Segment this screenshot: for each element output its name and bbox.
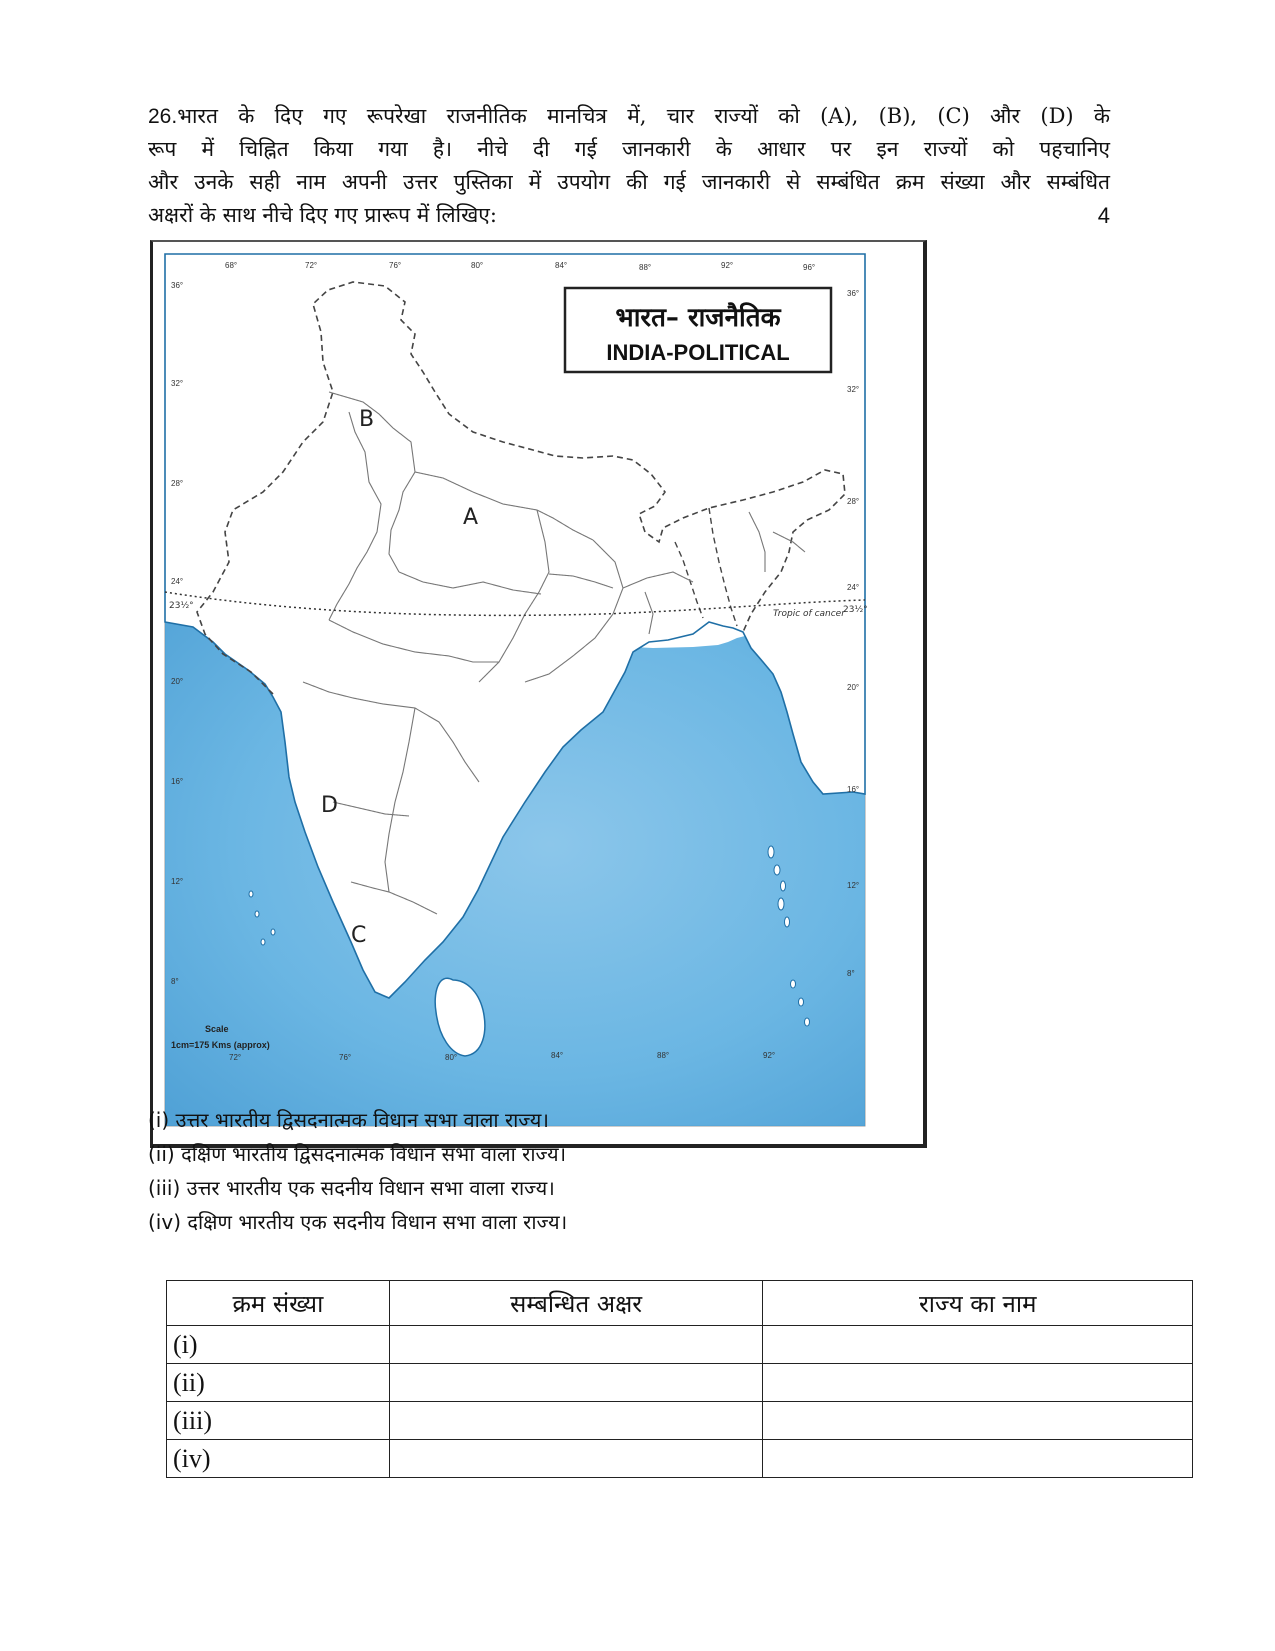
table-row (167, 1402, 1193, 1440)
lon-bottom-76: 76° (339, 1053, 352, 1062)
lat-right-20: 20° (847, 683, 860, 692)
row-number: (ii) (167, 1364, 390, 1402)
tropic-lat-right: 23½° (843, 605, 868, 615)
lon-bottom-88: 88° (657, 1051, 670, 1060)
letter-cell[interactable] (389, 1326, 763, 1364)
scale-text: 1cm=175 Kms (approx) (171, 1040, 270, 1050)
tropic-lat-left: 23½° (169, 601, 194, 611)
clue-4: (iv) दक्षिण भारतीय एक सदनीय विधान सभा वाला राज्य। (148, 1210, 568, 1234)
question-line-2: रूप में चिह्नित किया गया है। नीचे दी गई जानकारी के आधार पर इन राज्यों को पहचानिए (148, 137, 1110, 161)
question-line-1: 26.भारत के दिए गए रूपरेखा राजनीतिक मानचित्र में, चार राज्यों को (A), (B), (C) और (D) के (148, 104, 1110, 128)
lon-bottom-92: 92° (763, 1051, 776, 1060)
lat-right-24: 24° (847, 583, 860, 592)
india-political-map (150, 240, 927, 1148)
lat-left-12: 12° (171, 877, 184, 886)
state-label-a: A (463, 505, 479, 530)
lat-right-36: 36° (847, 289, 860, 298)
lon-top-84: 84° (555, 261, 568, 270)
map-title-hindi: भारत– राजनैतिक (615, 303, 781, 333)
lon-top-76: 76° (389, 261, 402, 270)
map-svg (153, 242, 923, 1144)
lat-left-16: 16° (171, 777, 184, 786)
question-line-3: और उनके सही नाम अपनी उत्तर पुस्तिका में उपयोग की गई जानकारी से सम्बंधित क्रम संख्या और सम्बंधित (148, 170, 1110, 194)
state-label-c: C (351, 923, 367, 948)
lat-left-24: 24° (171, 577, 184, 586)
question-number: 26. (148, 105, 178, 128)
row-number: (iii) (167, 1402, 390, 1440)
lat-right-16: 16° (847, 785, 860, 794)
clue-1: (i) उत्तर भारतीय द्विसदनात्मक विधान सभा वाला राज्य। (148, 1108, 549, 1132)
lat-left-20: 20° (171, 677, 184, 686)
table-row (167, 1364, 1193, 1402)
scale-label: Scale (205, 1024, 229, 1034)
answer-table (166, 1280, 1193, 1478)
table-header-row (167, 1281, 1193, 1326)
state-name-cell[interactable] (763, 1326, 1193, 1364)
lat-right-28: 28° (847, 497, 860, 506)
lon-top-72: 72° (305, 261, 318, 270)
marks: 4 (1097, 203, 1110, 228)
header-related-letter: सम्बन्धित अक्षर (389, 1281, 763, 1326)
lon-bottom-80: 80° (445, 1053, 458, 1062)
map-title-english: INDIA-POLITICAL (606, 340, 790, 365)
lon-top-96: 96° (803, 263, 816, 272)
state-label-d: D (321, 793, 338, 818)
table-row (167, 1326, 1193, 1364)
state-name-cell[interactable] (763, 1364, 1193, 1402)
state-label-b: B (359, 407, 375, 432)
row-number: (i) (167, 1326, 390, 1364)
question-block (148, 100, 1110, 232)
question-line-4: अक्षरों के साथ नीचे दिए गए प्रारूप में लिखिए: 4 (148, 199, 1110, 232)
header-serial-number: क्रम संख्या (167, 1281, 390, 1326)
state-name-cell[interactable] (763, 1440, 1193, 1478)
clue-3: (iii) उत्तर भारतीय एक सदनीय विधान सभा वाला राज्य। (148, 1176, 555, 1200)
lat-left-28: 28° (171, 479, 184, 488)
lat-right-8: 8° (847, 969, 855, 978)
lon-top-92: 92° (721, 261, 734, 270)
clue-2: (ii) दक्षिण भारतीय द्विसदनात्मक विधान सभा वाला राज्य। (148, 1142, 567, 1166)
letter-cell[interactable] (389, 1440, 763, 1478)
lat-right-12: 12° (847, 881, 860, 890)
tropic-label: Tropic of cancer (773, 609, 845, 619)
lon-bottom-84: 84° (551, 1051, 564, 1060)
lon-top-88: 88° (639, 263, 652, 272)
letter-cell[interactable] (389, 1402, 763, 1440)
header-state-name: राज्य का नाम (763, 1281, 1193, 1326)
lon-bottom-72: 72° (229, 1053, 242, 1062)
lat-left-8: 8° (171, 977, 179, 986)
lon-top-68: 68° (225, 261, 238, 270)
lat-left-32: 32° (171, 379, 184, 388)
table-row (167, 1440, 1193, 1478)
lat-right-32: 32° (847, 385, 860, 394)
lon-top-80: 80° (471, 261, 484, 270)
state-name-cell[interactable] (763, 1402, 1193, 1440)
letter-cell[interactable] (389, 1364, 763, 1402)
row-number: (iv) (167, 1440, 390, 1478)
lat-left-36: 36° (171, 281, 184, 290)
